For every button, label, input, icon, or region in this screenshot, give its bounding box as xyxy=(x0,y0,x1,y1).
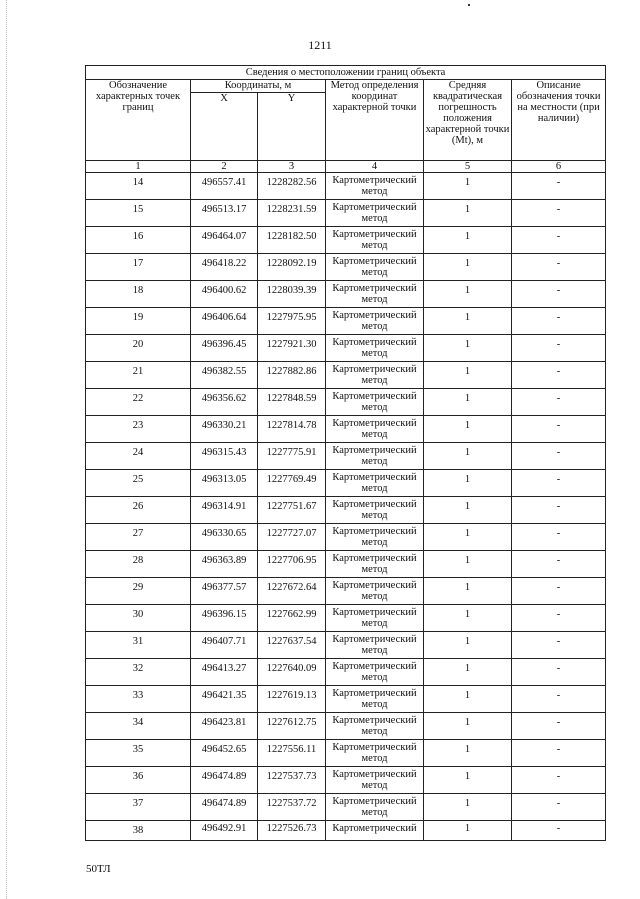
description-cell: - xyxy=(512,200,606,227)
coord-y: 1227775.91 xyxy=(258,443,326,470)
error-cell: 1 xyxy=(424,497,512,524)
coord-x: 496423.81 xyxy=(191,713,258,740)
error-cell: 1 xyxy=(424,254,512,281)
coord-y: 1227637.54 xyxy=(258,632,326,659)
method-cell: Картометрический метод xyxy=(326,173,424,200)
error-cell: 1 xyxy=(424,227,512,254)
table-title: Сведения о местоположении границ объекта xyxy=(86,66,606,80)
point-number: 17 xyxy=(86,254,191,281)
error-cell: 1 xyxy=(424,578,512,605)
coord-x: 496313.05 xyxy=(191,470,258,497)
description-cell: - xyxy=(512,335,606,362)
coord-x: 496464.07 xyxy=(191,227,258,254)
error-cell: 1 xyxy=(424,362,512,389)
column-number: 4 xyxy=(326,161,424,173)
coord-x: 496330.65 xyxy=(191,524,258,551)
method-cell: Картометрический метод xyxy=(326,335,424,362)
coord-y: 1227612.75 xyxy=(258,713,326,740)
coord-y: 1227975.95 xyxy=(258,308,326,335)
coord-y: 1228039.39 xyxy=(258,281,326,308)
error-cell: 1 xyxy=(424,794,512,821)
method-cell: Картометрический метод xyxy=(326,308,424,335)
table-row xyxy=(86,497,606,524)
column-number: 3 xyxy=(258,161,326,173)
method-cell: Картометрический метод xyxy=(326,497,424,524)
method-cell: Картометрический метод xyxy=(326,713,424,740)
header-description: Описание обозначения точки на местности (при наличии) xyxy=(512,80,606,161)
method-cell: Картометрический метод xyxy=(326,362,424,389)
coord-y: 1227526.73 xyxy=(258,821,326,841)
coord-x: 496474.89 xyxy=(191,794,258,821)
header-coordinates: Координаты, м xyxy=(191,80,326,93)
method-cell: Картометрический xyxy=(326,821,424,841)
description-cell: - xyxy=(512,470,606,497)
point-number: 35 xyxy=(86,740,191,767)
coord-y: 1228282.56 xyxy=(258,173,326,200)
point-number: 15 xyxy=(86,200,191,227)
method-cell: Картометрический метод xyxy=(326,524,424,551)
error-cell: 1 xyxy=(424,632,512,659)
header-y: Y xyxy=(258,93,326,161)
coord-x: 496513.17 xyxy=(191,200,258,227)
error-cell: 1 xyxy=(424,281,512,308)
table-row xyxy=(86,173,606,200)
coord-y: 1227662.99 xyxy=(258,605,326,632)
point-number: 38 xyxy=(86,821,191,841)
error-cell: 1 xyxy=(424,470,512,497)
coord-y: 1227640.09 xyxy=(258,659,326,686)
column-number: 1 xyxy=(86,161,191,173)
method-cell: Картометрический метод xyxy=(326,686,424,713)
table-row xyxy=(86,551,606,578)
table-row xyxy=(86,254,606,281)
error-cell: 1 xyxy=(424,767,512,794)
boundary-coordinates-table xyxy=(85,65,606,841)
description-cell: - xyxy=(512,497,606,524)
point-number: 34 xyxy=(86,713,191,740)
coord-y: 1227848.59 xyxy=(258,389,326,416)
table-row xyxy=(86,767,606,794)
error-cell: 1 xyxy=(424,389,512,416)
coord-x: 496363.89 xyxy=(191,551,258,578)
column-number: 5 xyxy=(424,161,512,173)
point-number: 14 xyxy=(86,173,191,200)
coord-x: 496382.55 xyxy=(191,362,258,389)
error-cell: 1 xyxy=(424,686,512,713)
scan-edge-line xyxy=(6,0,7,899)
point-number: 36 xyxy=(86,767,191,794)
method-cell: Картометрический метод xyxy=(326,416,424,443)
error-cell: 1 xyxy=(424,200,512,227)
description-cell: - xyxy=(512,632,606,659)
header-designation: Обозначение характерных точек границ xyxy=(86,80,191,161)
coord-y: 1227537.73 xyxy=(258,767,326,794)
table-row xyxy=(86,821,606,841)
coord-x: 496377.57 xyxy=(191,578,258,605)
coord-x: 496406.64 xyxy=(191,308,258,335)
description-cell: - xyxy=(512,281,606,308)
coord-x: 496356.62 xyxy=(191,389,258,416)
point-number: 33 xyxy=(86,686,191,713)
coord-x: 496407.71 xyxy=(191,632,258,659)
footer-code: 50ТЛ xyxy=(86,863,111,875)
point-number: 37 xyxy=(86,794,191,821)
method-cell: Картометрический метод xyxy=(326,659,424,686)
scan-dot xyxy=(468,4,470,6)
coord-y: 1228231.59 xyxy=(258,200,326,227)
point-number: 27 xyxy=(86,524,191,551)
method-cell: Картометрический метод xyxy=(326,200,424,227)
method-cell: Картометрический метод xyxy=(326,605,424,632)
point-number: 22 xyxy=(86,389,191,416)
method-cell: Картометрический метод xyxy=(326,578,424,605)
error-cell: 1 xyxy=(424,713,512,740)
point-number: 20 xyxy=(86,335,191,362)
table-row xyxy=(86,335,606,362)
table-row xyxy=(86,578,606,605)
coord-y: 1227672.64 xyxy=(258,578,326,605)
coord-x: 496413.27 xyxy=(191,659,258,686)
method-cell: Картометрический метод xyxy=(326,443,424,470)
description-cell: - xyxy=(512,713,606,740)
table-row xyxy=(86,686,606,713)
table-row xyxy=(86,794,606,821)
point-number: 18 xyxy=(86,281,191,308)
description-cell: - xyxy=(512,227,606,254)
coord-x: 496400.62 xyxy=(191,281,258,308)
coord-x: 496396.15 xyxy=(191,605,258,632)
header-error: Средняя квадратическая погрешность положения характерной точки (Mt), м xyxy=(424,80,512,161)
coord-y: 1228182.50 xyxy=(258,227,326,254)
coord-y: 1227619.13 xyxy=(258,686,326,713)
error-cell: 1 xyxy=(424,173,512,200)
coord-x: 496330.21 xyxy=(191,416,258,443)
coord-y: 1227727.07 xyxy=(258,524,326,551)
coord-x: 496315.43 xyxy=(191,443,258,470)
error-cell: 1 xyxy=(424,524,512,551)
table-row xyxy=(86,389,606,416)
method-cell: Картометрический метод xyxy=(326,767,424,794)
coord-y: 1227769.49 xyxy=(258,470,326,497)
method-cell: Картометрический метод xyxy=(326,551,424,578)
description-cell: - xyxy=(512,443,606,470)
point-number: 29 xyxy=(86,578,191,605)
description-cell: - xyxy=(512,578,606,605)
point-number: 31 xyxy=(86,632,191,659)
table-row xyxy=(86,308,606,335)
description-cell: - xyxy=(512,389,606,416)
point-number: 28 xyxy=(86,551,191,578)
error-cell: 1 xyxy=(424,659,512,686)
description-cell: - xyxy=(512,524,606,551)
page-number: 1211 xyxy=(308,38,332,52)
description-cell: - xyxy=(512,686,606,713)
table-row xyxy=(86,659,606,686)
table-row xyxy=(86,632,606,659)
point-number: 30 xyxy=(86,605,191,632)
point-number: 23 xyxy=(86,416,191,443)
coord-x: 496421.35 xyxy=(191,686,258,713)
table-row xyxy=(86,524,606,551)
method-cell: Картометрический метод xyxy=(326,470,424,497)
description-cell: - xyxy=(512,821,606,841)
description-cell: - xyxy=(512,308,606,335)
description-cell: - xyxy=(512,416,606,443)
description-cell: - xyxy=(512,605,606,632)
method-cell: Картометрический метод xyxy=(326,389,424,416)
coord-y: 1227751.67 xyxy=(258,497,326,524)
error-cell: 1 xyxy=(424,551,512,578)
description-cell: - xyxy=(512,254,606,281)
coord-x: 496474.89 xyxy=(191,767,258,794)
coord-y: 1227921.30 xyxy=(258,335,326,362)
description-cell: - xyxy=(512,740,606,767)
point-number: 26 xyxy=(86,497,191,524)
description-cell: - xyxy=(512,173,606,200)
column-number: 2 xyxy=(191,161,258,173)
table-row xyxy=(86,281,606,308)
description-cell: - xyxy=(512,659,606,686)
table-row xyxy=(86,227,606,254)
method-cell: Картометрический метод xyxy=(326,632,424,659)
column-number-row xyxy=(86,161,606,173)
point-number: 25 xyxy=(86,470,191,497)
error-cell: 1 xyxy=(424,443,512,470)
coord-x: 496557.41 xyxy=(191,173,258,200)
table-row xyxy=(86,443,606,470)
description-cell: - xyxy=(512,767,606,794)
coord-x: 496314.91 xyxy=(191,497,258,524)
method-cell: Картометрический метод xyxy=(326,281,424,308)
coord-x: 496396.45 xyxy=(191,335,258,362)
method-cell: Картометрический метод xyxy=(326,794,424,821)
coord-x: 496418.22 xyxy=(191,254,258,281)
header-x: X xyxy=(191,93,258,161)
coord-y: 1227537.72 xyxy=(258,794,326,821)
description-cell: - xyxy=(512,362,606,389)
method-cell: Картометрический метод xyxy=(326,740,424,767)
table-row xyxy=(86,605,606,632)
error-cell: 1 xyxy=(424,335,512,362)
description-cell: - xyxy=(512,551,606,578)
error-cell: 1 xyxy=(424,308,512,335)
description-cell: - xyxy=(512,794,606,821)
point-number: 19 xyxy=(86,308,191,335)
coord-x: 496452.65 xyxy=(191,740,258,767)
point-number: 16 xyxy=(86,227,191,254)
error-cell: 1 xyxy=(424,740,512,767)
coord-y: 1227706.95 xyxy=(258,551,326,578)
coord-y: 1227556.11 xyxy=(258,740,326,767)
table-row xyxy=(86,740,606,767)
table-row xyxy=(86,470,606,497)
column-number: 6 xyxy=(512,161,606,173)
table-row xyxy=(86,362,606,389)
table-row xyxy=(86,416,606,443)
point-number: 24 xyxy=(86,443,191,470)
header-method: Метод определения координат характерной точки xyxy=(326,80,424,161)
table-row xyxy=(86,200,606,227)
method-cell: Картометрический метод xyxy=(326,254,424,281)
table-row xyxy=(86,713,606,740)
point-number: 32 xyxy=(86,659,191,686)
coord-y: 1227814.78 xyxy=(258,416,326,443)
method-cell: Картометрический метод xyxy=(326,227,424,254)
coord-x: 496492.91 xyxy=(191,821,258,841)
coord-y: 1228092.19 xyxy=(258,254,326,281)
coord-y: 1227882.86 xyxy=(258,362,326,389)
error-cell: 1 xyxy=(424,821,512,841)
error-cell: 1 xyxy=(424,605,512,632)
point-number: 21 xyxy=(86,362,191,389)
error-cell: 1 xyxy=(424,416,512,443)
table-body xyxy=(86,173,606,841)
